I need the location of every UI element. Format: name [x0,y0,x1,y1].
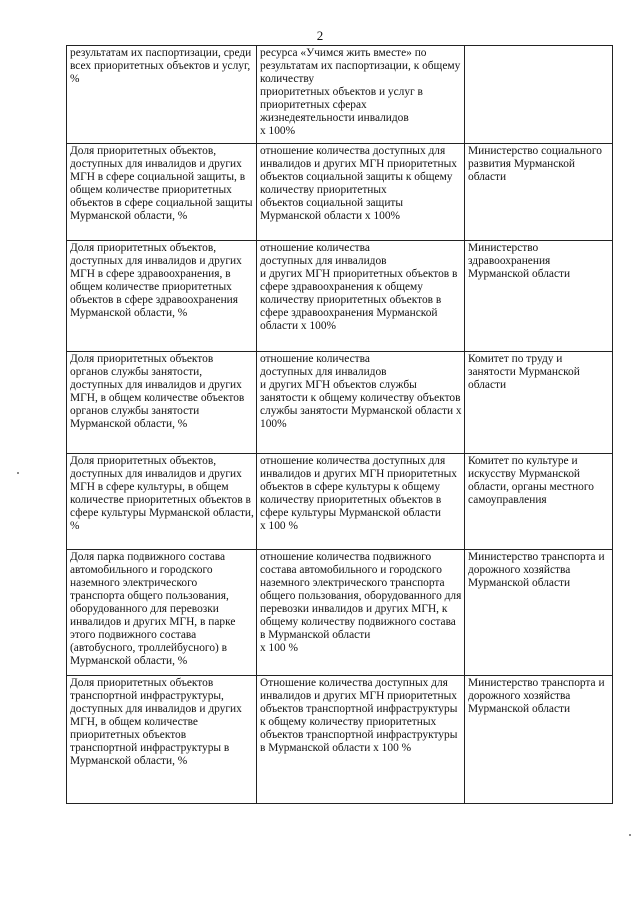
indicator-cell: Доля приоритетных объектов, доступных для инвалидов и других МГН в сфере социальной защиты, в общем количестве приоритетных объектов в сфере социальной защиты Мурманской области, % [67,144,257,241]
formula-cell: отношение количества доступных для инвалидов и других МГН объектов службы занятости к общему количеству объектов службы занятости Мурманской области х 100% [257,352,465,454]
table-row [67,676,613,804]
formula-cell: ресурса «Учимся жить вместе» по результатам их паспортизации, к общему количеству приоритетных объектов и услуг в приоритетных сферах жизнедеятельности инвалидов х 100% [257,46,465,144]
responsible-cell: Министерство здравоохранения Мурманской области [465,241,613,352]
responsible-cell [465,46,613,144]
indicator-cell: результатам их паспортизации, среди всех приоритетных объектов и услуг, % [67,46,257,144]
indicator-cell: Доля приоритетных объектов, доступных для инвалидов и других МГН в сфере культуры, в общем количестве приоритетных объектов в сфере культуры Мурманской области, % [67,454,257,550]
page-number: 2 [316,28,324,43]
table-row [67,46,613,144]
scan-speck [17,472,19,474]
formula-cell: отношение количества доступных для инвалидов и других МГН приоритетных объектов социальной защиты к общему количеству приоритетных объектов социальной защиты Мурманской области х 100% [257,144,465,241]
indicator-cell: Доля приоритетных объектов, доступных для инвалидов и других МГН в сфере здравоохранения, в общем количестве приоритетных объектов в сфере здравоохранения Мурманской области, % [67,241,257,352]
indicators-table [66,45,613,804]
formula-cell: отношение количества доступных для инвалидов и других МГН приоритетных объектов в сфере культуры к общему количеству приоритетных объектов в сфере культуры Мурманской области х 100 % [257,454,465,550]
responsible-cell: Министерство транспорта и дорожного хозяйства Мурманской области [465,550,613,676]
table-row [67,550,613,676]
table-row [67,352,613,454]
responsible-cell: Комитет по труду и занятости Мурманской области [465,352,613,454]
indicator-cell: Доля приоритетных объектов органов службы занятости, доступных для инвалидов и других МГН, в общем количестве объектов органов службы занятости Мурманской области, % [67,352,257,454]
formula-cell: отношение количества доступных для инвалидов и других МГН приоритетных объектов в сфере здравоохранения к общему количеству приоритетных объектов в сфере здравоохранения Мурманской области х 100% [257,241,465,352]
indicator-cell: Доля приоритетных объектов транспортной инфраструктуры, доступных для инвалидов и других МГН, в общем количестве приоритетных объектов транспортной инфраструктуры в Мурманской области, % [67,676,257,804]
formula-cell: Отношение количества доступных для инвалидов и других МГН приоритетных объектов транспортной инфраструктуры к общему количеству приоритетных объектов транспортной инфраструктуры в Мурманской области х 100 % [257,676,465,804]
table-row [67,144,613,241]
scan-speck [629,834,631,836]
responsible-cell: Министерство социального развития Мурманской области [465,144,613,241]
formula-cell: отношение количества подвижного состава автомобильного и городского наземного электрического транспорта общего пользования, оборудованного для перевозки инвалидов и других МГН, к общему количеству подвижного состава в Мурманской области х 100 % [257,550,465,676]
table-row [67,454,613,550]
responsible-cell: Министерство транспорта и дорожного хозяйства Мурманской области [465,676,613,804]
responsible-cell: Комитет по культуре и искусству Мурманской области, органы местного самоуправления [465,454,613,550]
indicator-cell: Доля парка подвижного состава автомобильного и городского наземного электрического транспорта общего пользования, оборудованного для перевозки инвалидов и других МГН, в парке этого подвижного состава (автобусного, троллейбусного) в Мурманской области, % [67,550,257,676]
table-row [67,241,613,352]
